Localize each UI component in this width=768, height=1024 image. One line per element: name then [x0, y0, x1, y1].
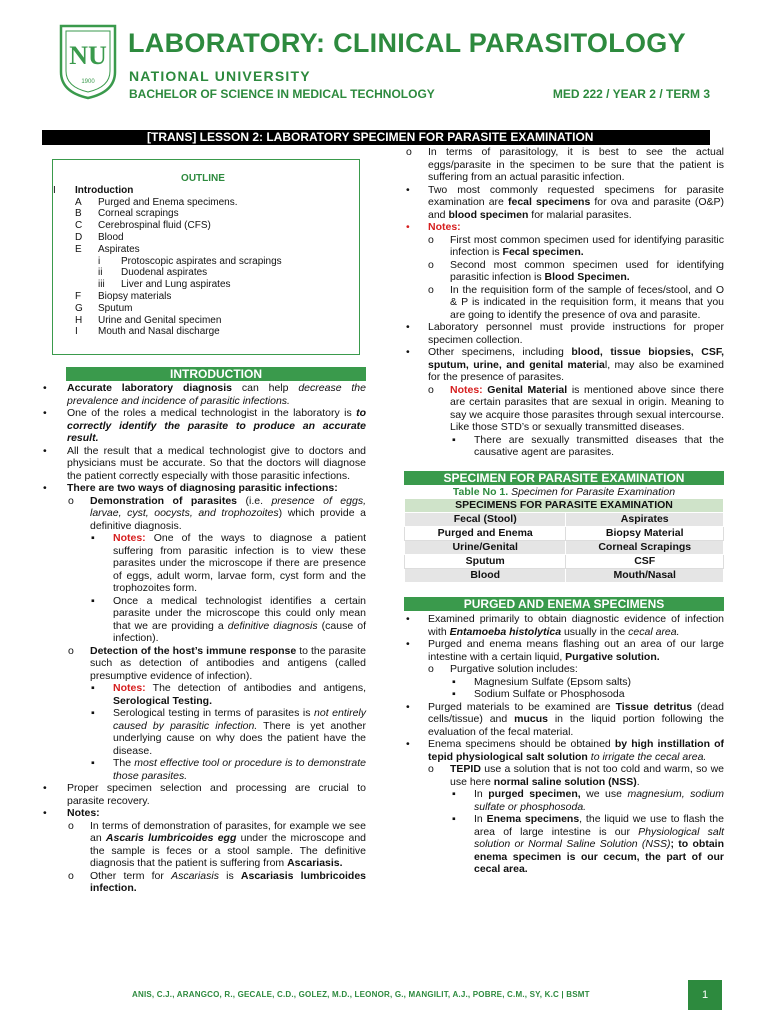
outline-item-key: iii [98, 279, 105, 291]
note-item-5: ▪ The most effective tool or procedure is to demonstrate those parasites. [91, 757, 367, 782]
note-item-4: ▪ Serological testing in terms of parasites is not entirely caused by parasitic infection. There is yet another underlying cause on why does the patient have the disease. [91, 707, 366, 757]
logo-letters: NU [69, 41, 107, 70]
outline-item [53, 256, 359, 268]
table-cell: Sputum [405, 555, 566, 569]
outline-item-key: G [75, 302, 83, 314]
specimen-table-body [405, 513, 724, 583]
demonstration-item: o Demonstration of parasites (i.e. presence of eggs, larvae, cyst, oocysts, and trophozoites) which provide a definitive diagnosis. [68, 494, 366, 532]
outline-item-label: Urine and Genital specimen [98, 314, 222, 326]
outline-item [53, 326, 359, 338]
outline-item [53, 244, 359, 256]
note-item-2: ▪ Once a medical technologist identifies a certain parasite under the microscope this could only mean that we are providing a definitive diagnosis (cause of infection). [91, 594, 366, 644]
outline-item-label: Blood [98, 231, 124, 243]
right-note-4: o Notes: Genital Material is mentioned above since there are certain parasites that are sexual in origin. Meaning to say we acquire those parasites through sexual intercourse. Like those STD’s or sexually transmitted diseases. [428, 383, 724, 433]
outline-item-key: A [75, 196, 82, 208]
outline-item-key: D [75, 231, 83, 243]
lesson-title-bar: [TRANS] LESSON 2: LABORATORY SPECIMEN FOR PARASITE EXAMINATION [42, 130, 710, 145]
specimen-table [404, 498, 724, 583]
detection-item: o Detection of the host’s immune response to the parasite such as detection of antibodies and antigens (called presumptive evidence of infection). [68, 644, 366, 682]
outline-item [53, 315, 359, 327]
outline-item-key: ii [98, 267, 103, 279]
purged-paragraph-4: ▪ Magnesium Sulfate (Epsom salts) [452, 675, 631, 688]
right-paragraph-1: • Two most commonly requested specimens for parasite examination are fecal specimens for ova and parasite (O&P) and blood specimen for malarial parasites. [406, 183, 724, 221]
table-row [405, 569, 724, 583]
outline-item-key: I [53, 184, 56, 196]
purged-paragraph-9: ▪ In purged specimen, we use magnesium, sodium sulfate or phosphosoda. [452, 788, 724, 813]
header-title: LABORATORY: CLINICAL PARASITOLOGY [128, 28, 686, 58]
outline-item-key: i [98, 255, 101, 267]
outline-item-label: Liver and Lung aspirates [121, 279, 231, 291]
intro-paragraph-4: • There are two ways of diagnosing parasitic infections: [43, 482, 338, 494]
outline-item [53, 220, 359, 232]
outline-list [53, 185, 359, 338]
intro-paragraph-5: • Proper specimen selection and processing are crucial to parasite recovery. [43, 782, 366, 807]
table-row [405, 555, 724, 569]
outline-item-label: Mouth and Nasal discharge [98, 326, 220, 338]
purged-paragraph-3: o Purgative solution includes: [428, 663, 578, 675]
table-cell: CSF [566, 555, 724, 569]
introduction-heading: INTRODUCTION [66, 367, 366, 381]
outline-item-key: H [75, 314, 83, 326]
purged-paragraph-2: • Purged and enema means flashing out an area of our large intestine with a certain liquid, Purgative solution. [406, 638, 724, 663]
intro-paragraph-3: • All the result that a medical technologist give to doctors and physicians must be accurate. So that the doctors will diagnose the patient correctly especially with those parasitic infections. [43, 444, 366, 482]
table-caption: Table No 1. Specimen for Parasite Examination [452, 485, 676, 498]
outline-item [53, 291, 359, 303]
outline-item-label: Biopsy materials [98, 290, 172, 302]
purged-paragraph-5: ▪ Sodium Sulfate or Phosphosoda [452, 688, 625, 700]
right-note-0: o In terms of parasitology, it is best to see the actual eggs/parasite in the specimen to be sure that the patient is suffering from an actual parasitic infection. [406, 146, 724, 183]
outline-item [53, 303, 359, 315]
table-cell: Biopsy Material [566, 527, 724, 541]
purged-paragraph-7: • Enema specimens should be obtained by high instillation of tepid physiological salt solution to irrigate the cecal area. [406, 738, 724, 763]
page-number: 1 [688, 980, 722, 1010]
outline-item-label: Aspirates [98, 243, 140, 255]
left-column [38, 367, 366, 895]
outline-item [53, 208, 359, 220]
header-program: BACHELOR OF SCIENCE IN MEDICAL TECHNOLOGY [129, 87, 435, 101]
table-cell: Purged and Enema [405, 527, 566, 541]
purged-paragraph-8: o TEPID use a solution that is not too cold and warm, so we use here normal saline solution (NSS). [428, 763, 724, 788]
table-cell: Urine/Genital [405, 541, 566, 555]
table-cell: Aspirates [566, 513, 724, 527]
table-row [405, 513, 724, 527]
purged-paragraph-6: • Purged materials to be examined are Tissue detritus (dead cells/tissue) and mucus in the liquid portion following the evaluation of the fecal material. [406, 700, 724, 738]
table-cell: Fecal (Stool) [405, 513, 566, 527]
outline-item-key: C [75, 220, 83, 232]
outline-item-label: Duodenal aspirates [121, 267, 208, 279]
footer-authors: ANIS, C.J., ARANGCO, R., GECALE, C.D., GOLEZ, M.D., LEONOR, G., MANGILIT, A.J., POBRE, C.M., SY, K.C | BSMT [132, 990, 590, 999]
purged-paragraph-10: ▪ In Enema specimens, the liquid we use to flash the area of large intestine is our Physiological salt solution or Normal Saline Solution (NSS); to obtain enema specimen is our cecum, the part of our cecal area. [452, 813, 724, 875]
header-university: NATIONAL UNIVERSITY [129, 68, 311, 84]
table-cell: Mouth/Nasal [566, 569, 724, 583]
specimen-table-header: SPECIMENS FOR PARASITE EXAMINATION [405, 499, 724, 513]
outline-box [52, 159, 360, 355]
outline-item [53, 279, 359, 291]
outline-item-label: Sputum [98, 302, 133, 314]
purged-heading: PURGED AND ENEMA SPECIMENS [404, 597, 724, 611]
logo-year: 1900 [81, 79, 95, 85]
outline-item-label: Purged and Enema specimens. [98, 196, 238, 208]
right-paragraph-2: • Laboratory personnel must provide instructions for proper specimen collection. [406, 321, 724, 346]
table-row [405, 541, 724, 555]
table-row [405, 527, 724, 541]
note-item-1: ▪ Notes: One of the ways to diagnose a patient suffering from parasitic infection is to view these parasites under the microscope if there are presence of eggs, adult worm, larvae form, cyst form and the trophozoites form. [91, 532, 366, 594]
right-notes-label: • Notes: [406, 221, 461, 233]
outline-item-label: Cerebrospinal fluid (CFS) [98, 220, 211, 232]
header-course: MED 222 / YEAR 2 / TERM 3 [552, 87, 710, 101]
notes-item-1: o In terms of demonstration of parasites, for example we see an Ascaris lumbricoides egg under the microscope and the sample is feces or a stool sample. The definitive diagnosis that the patient is suffering from Ascariasis. [68, 819, 366, 869]
right-note-2: o Second most common specimen used for identifying parasitic infection is Blood Specimen. [428, 258, 724, 283]
outline-item-key: I [75, 326, 78, 338]
right-column [404, 146, 724, 876]
right-note-1: o First most common specimen used for identifying parasitic infection is Fecal specimen. [428, 233, 724, 258]
outline-item-label: Protoscopic aspirates and scrapings [121, 255, 282, 267]
right-note-3: o In the requisition form of the sample of feces/stool, and O & P is indicated in the requisition form, it means that you are going to identify the presence of ova and parasite. [428, 283, 724, 321]
outline-item-key: B [75, 208, 82, 220]
outline-item [53, 267, 359, 279]
notes-item-2: o Other term for Ascariasis is Ascariasis lumbricoides infection. [68, 869, 367, 894]
outline-item [53, 185, 359, 197]
intro-paragraph-2: • One of the roles a medical technologist in the laboratory is to correctly identify the parasite to produce an accurate result. [43, 407, 366, 444]
specimen-heading: SPECIMEN FOR PARASITE EXAMINATION [404, 471, 724, 485]
outline-item [53, 232, 359, 244]
table-cell: Corneal Scrapings [566, 541, 724, 555]
right-paragraph-3: • Other specimens, including blood, tissue biopsies, CSF, sputum, urine, and genital material, may also be examined for the presence of parasites. [406, 346, 724, 383]
university-logo [57, 20, 119, 100]
note-item-3: ▪ Notes: The detection of antibodies and antigens, Serological Testing. [91, 682, 366, 707]
intro-paragraph-6: • Notes: [43, 807, 100, 819]
outline-item [53, 197, 359, 209]
outline-item-key: E [75, 243, 82, 255]
intro-paragraph-1: • Accurate laboratory diagnosis can help decrease the prevalence and incidence of parasitic infections. [43, 382, 366, 407]
table-cell: Blood [405, 569, 566, 583]
outline-item-label: Introduction [75, 184, 134, 196]
outline-item-label: Corneal scrapings [98, 208, 179, 220]
right-note-5: ▪ There are sexually transmitted diseases that the causative agent are parasites. [452, 433, 724, 458]
outline-heading: OUTLINE [181, 173, 225, 184]
outline-item-key: F [75, 290, 82, 302]
purged-paragraph-1: • Examined primarily to obtain diagnostic evidence of infection with Entamoeba histolytica usually in the cecal area. [406, 613, 724, 638]
